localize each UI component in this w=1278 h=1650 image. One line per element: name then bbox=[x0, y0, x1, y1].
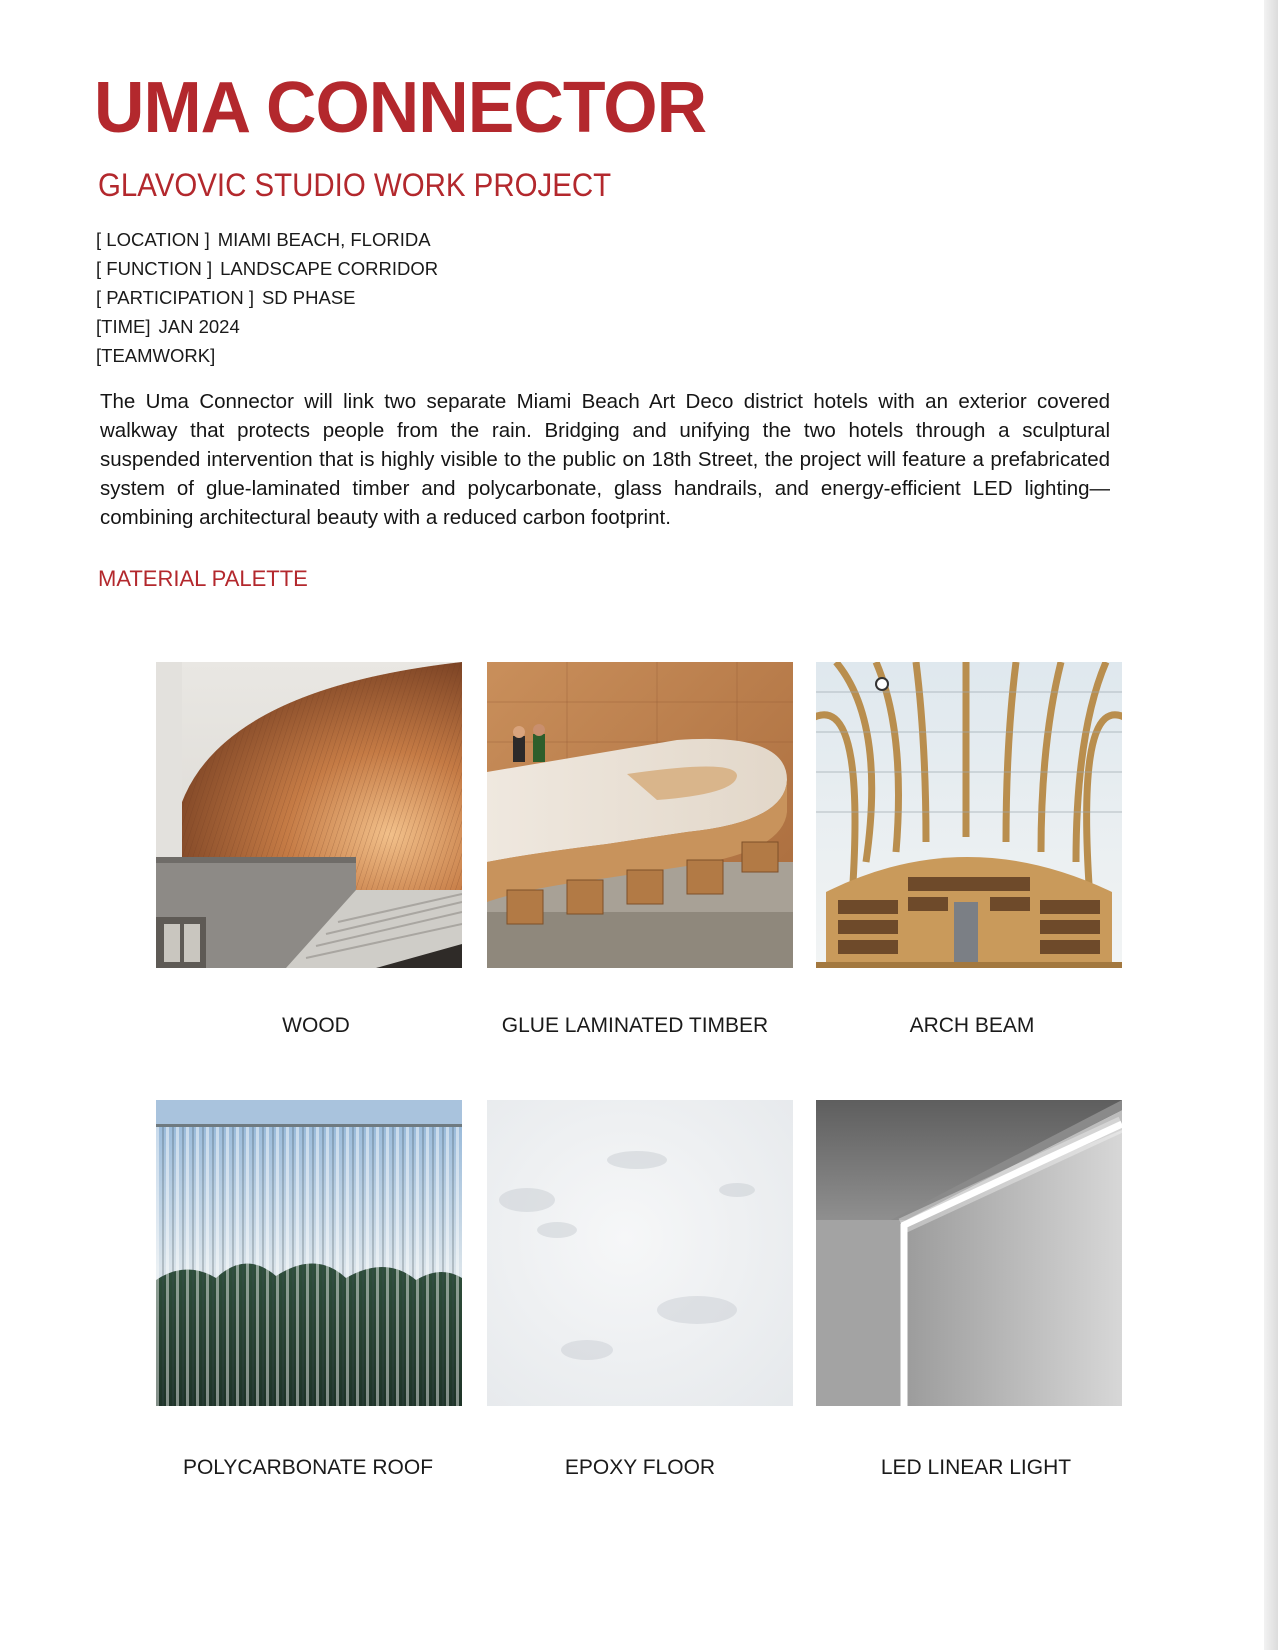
wood-image bbox=[156, 662, 462, 968]
page-subtitle: GLAVOVIC STUDIO WORK PROJECT bbox=[98, 167, 612, 203]
material-palette-heading: MATERIAL PALETTE bbox=[98, 566, 308, 591]
meta-value: MIAMI BEACH, FLORIDA bbox=[217, 229, 431, 250]
polycarbonate-roof-image bbox=[156, 1100, 462, 1406]
meta-value: JAN 2024 bbox=[158, 316, 240, 337]
glue-laminated-timber-image bbox=[487, 662, 793, 968]
meta-location bbox=[96, 225, 438, 254]
meta-participation bbox=[96, 283, 438, 312]
meta-label: [TEAMWORK] bbox=[96, 345, 216, 366]
meta-label: [ PARTICIPATION ] bbox=[96, 287, 254, 308]
meta-label: [TIME] bbox=[96, 316, 151, 337]
caption-glue-laminated-timber: GLUE LAMINATED TIMBER bbox=[501, 1014, 769, 1037]
meta-function bbox=[96, 254, 438, 283]
page-edge bbox=[1264, 0, 1278, 1650]
caption-wood: WOOD bbox=[282, 1014, 350, 1037]
meta-label: [ FUNCTION ] bbox=[96, 258, 213, 279]
meta-label: [ LOCATION ] bbox=[96, 229, 210, 250]
caption-led-linear-light: LED LINEAR LIGHT bbox=[880, 1456, 1072, 1479]
epoxy-floor-image bbox=[487, 1100, 793, 1406]
page-title: UMA CONNECTOR bbox=[94, 68, 707, 148]
meta-value: SD PHASE bbox=[261, 287, 356, 308]
led-linear-light-image bbox=[816, 1100, 1122, 1406]
meta-time bbox=[96, 312, 438, 341]
project-description: The Uma Connector will link two separate Miami Beach Art Deco district hotels with an exterior covered walkway that protects people from the rain. Bridging and unifying the two hotels through a sculptural suspended intervention that is highly visible to the public on 18th Street, the project will feature a prefabricated system of glue-laminated timber and polycarbonate, glass handrails, and energy-efficient LED lighting—combining architectural beauty with a reduced carbon footprint. bbox=[100, 390, 1110, 529]
arch-beam-image bbox=[816, 662, 1122, 968]
meta-teamwork bbox=[96, 341, 438, 370]
project-meta bbox=[96, 225, 438, 370]
caption-arch-beam: ARCH BEAM bbox=[909, 1014, 1035, 1037]
caption-epoxy-floor: EPOXY FLOOR bbox=[564, 1456, 716, 1479]
meta-value: LANDSCAPE CORRIDOR bbox=[220, 258, 439, 279]
caption-polycarbonate-roof: POLYCARBONATE ROOF bbox=[182, 1456, 434, 1479]
